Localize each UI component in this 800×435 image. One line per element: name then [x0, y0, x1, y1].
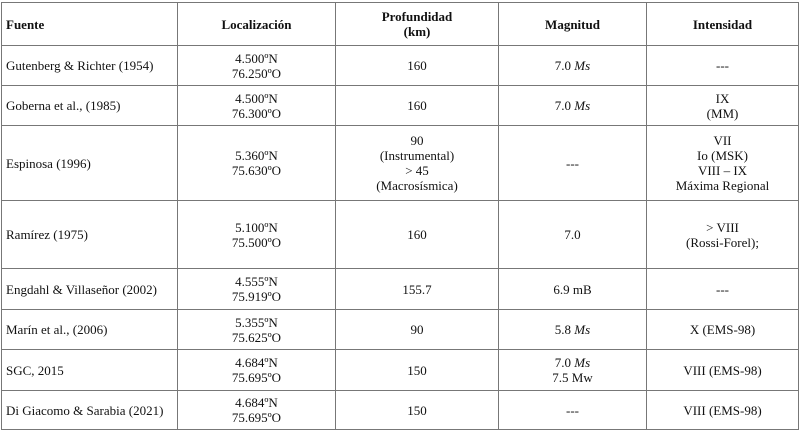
profundidad-line: 160: [407, 58, 427, 73]
profundidad-line: 90: [410, 133, 424, 148]
cell-fuente: Gutenberg & Richter (1954): [2, 46, 178, 86]
cell-localizacion: [178, 46, 336, 86]
localizacion-line: 76.250ºO: [231, 65, 282, 81]
magnitud-value: ---: [566, 402, 579, 418]
magnitud-line: [503, 282, 642, 297]
cell-profundidad: [336, 126, 499, 201]
header-intensidad: Intensidad: [647, 3, 799, 46]
magnitud-line: [503, 322, 642, 337]
cell-intensidad: [647, 350, 799, 391]
header-row: [2, 3, 799, 46]
magnitud-line: [503, 58, 642, 73]
magnitud-line: [503, 403, 642, 418]
cell-profundidad: [336, 391, 499, 430]
localizacion-line: 75.625ºO: [231, 329, 282, 345]
intensidad-line: (Rossi-Forel);: [686, 234, 759, 250]
seismic-sources-table: [1, 2, 799, 430]
cell-intensidad: [647, 310, 799, 350]
cell-localizacion: [178, 86, 336, 126]
cell-localizacion: [178, 269, 336, 310]
cell-intensidad: [647, 86, 799, 126]
header-profundidad: [336, 3, 499, 46]
magnitud-value: ---: [566, 155, 579, 171]
intensidad-line: IX: [715, 90, 730, 106]
cell-profundidad: [336, 269, 499, 310]
cell-profundidad: [336, 310, 499, 350]
localizacion-line: 75.695ºO: [231, 370, 282, 385]
localizacion-line: 4.500ºN: [235, 90, 278, 106]
cell-magnitud: [499, 269, 647, 310]
magnitud-unit: Ms: [574, 58, 591, 73]
intensidad-line: VIII (EMS-98): [683, 402, 762, 418]
table-row: [2, 269, 799, 310]
cell-intensidad: [647, 391, 799, 430]
intensidad-line: > VIII: [706, 219, 739, 235]
intensidad-line: (MM): [706, 105, 739, 121]
cell-localizacion: [178, 201, 336, 269]
magnitud-line: [503, 370, 642, 385]
intensidad-line: VII: [713, 133, 732, 148]
magnitud-value: 7.0: [554, 355, 572, 370]
cell-fuente: Marín et al., (2006): [2, 310, 178, 350]
localizacion-line: 5.100ºN: [235, 219, 278, 235]
cell-intensidad: [647, 46, 799, 86]
localizacion-line: 4.684ºN: [235, 355, 278, 370]
localizacion-line: 76.300ºO: [231, 105, 282, 121]
localizacion-line: 5.360ºN: [235, 148, 278, 163]
intensidad-line: X (EMS-98): [689, 322, 756, 337]
profundidad-line: 150: [407, 402, 427, 418]
magnitud-unit: Ms: [574, 98, 591, 113]
cell-magnitud: [499, 350, 647, 391]
magnitud-line: [503, 355, 642, 370]
localizacion-line: 4.555ºN: [235, 274, 278, 289]
cell-fuente: Espinosa (1996): [2, 126, 178, 201]
intensidad-line: Máxima Regional: [675, 178, 770, 193]
table-row: [2, 201, 799, 269]
cell-fuente: Ramírez (1975): [2, 201, 178, 269]
cell-magnitud: [499, 86, 647, 126]
magnitud-value: 7.0: [554, 58, 572, 73]
intensidad-line: VIII – IX: [697, 163, 748, 178]
magnitud-unit: Ms: [574, 322, 591, 337]
magnitud-value: 5.8: [554, 322, 572, 337]
magnitud-value: 6.9: [553, 281, 570, 297]
cell-fuente: Engdahl & Villaseñor (2002): [2, 269, 178, 310]
cell-magnitud: [499, 126, 647, 201]
table-row: [2, 126, 799, 201]
magnitud-line: [503, 156, 642, 171]
header-profundidad-unit: (km): [403, 24, 431, 39]
localizacion-line: 5.355ºN: [235, 314, 278, 330]
localizacion-line: 75.695ºO: [231, 410, 282, 425]
localizacion-line: 4.500ºN: [235, 50, 278, 66]
cell-magnitud: [499, 310, 647, 350]
magnitud-value: 7.5: [552, 370, 569, 385]
localizacion-line: 75.919ºO: [231, 289, 282, 304]
magnitud-value: 7.0: [564, 227, 581, 242]
profundidad-line: 160: [407, 227, 427, 242]
magnitud-unit: Mw: [571, 370, 593, 385]
cell-localizacion: [178, 391, 336, 430]
table-row: [2, 86, 799, 126]
cell-magnitud: [499, 391, 647, 430]
cell-profundidad: [336, 86, 499, 126]
cell-profundidad: [336, 350, 499, 391]
cell-fuente: Di Giacomo & Sarabia (2021): [2, 391, 178, 430]
table-body: [2, 46, 799, 430]
magnitud-line: [503, 98, 642, 113]
cell-fuente: Goberna et al., (1985): [2, 86, 178, 126]
header-profundidad-line: Profundidad: [381, 9, 453, 24]
localizacion-line: 75.630ºO: [231, 163, 282, 178]
header-magnitud: Magnitud: [499, 3, 647, 46]
header-fuente: Fuente: [2, 3, 178, 46]
profundidad-line: 155.7: [402, 281, 432, 297]
localizacion-line: 4.684ºN: [235, 395, 278, 410]
cell-localizacion: [178, 350, 336, 391]
cell-intensidad: [647, 126, 799, 201]
cell-intensidad: [647, 201, 799, 269]
profundidad-line: > 45: [405, 163, 429, 178]
header-localizacion: Localización: [178, 3, 336, 46]
intensidad-line: Io (MSK): [697, 148, 748, 163]
cell-fuente: SGC, 2015: [2, 350, 178, 391]
profundidad-line: (Macrosísmica): [376, 178, 458, 193]
magnitud-line: [503, 227, 642, 242]
cell-profundidad: [336, 201, 499, 269]
profundidad-line: 150: [407, 362, 427, 378]
localizacion-line: 75.500ºO: [231, 234, 282, 250]
table-row: [2, 310, 799, 350]
intensidad-line: ---: [716, 58, 729, 73]
cell-intensidad: [647, 269, 799, 310]
table-row: [2, 46, 799, 86]
profundidad-line: (Instrumental): [379, 148, 455, 163]
intensidad-line: VIII (EMS-98): [683, 362, 762, 378]
cell-magnitud: [499, 201, 647, 269]
cell-localizacion: [178, 310, 336, 350]
table-row: [2, 391, 799, 430]
intensidad-line: ---: [716, 281, 729, 297]
profundidad-line: 90: [410, 322, 424, 337]
cell-magnitud: [499, 46, 647, 86]
magnitud-unit: Ms: [574, 355, 591, 370]
profundidad-line: 160: [407, 98, 427, 113]
magnitud-value: 7.0: [554, 98, 572, 113]
cell-profundidad: [336, 46, 499, 86]
cell-localizacion: [178, 126, 336, 201]
magnitud-unit: mB: [572, 281, 592, 297]
table-row: [2, 350, 799, 391]
